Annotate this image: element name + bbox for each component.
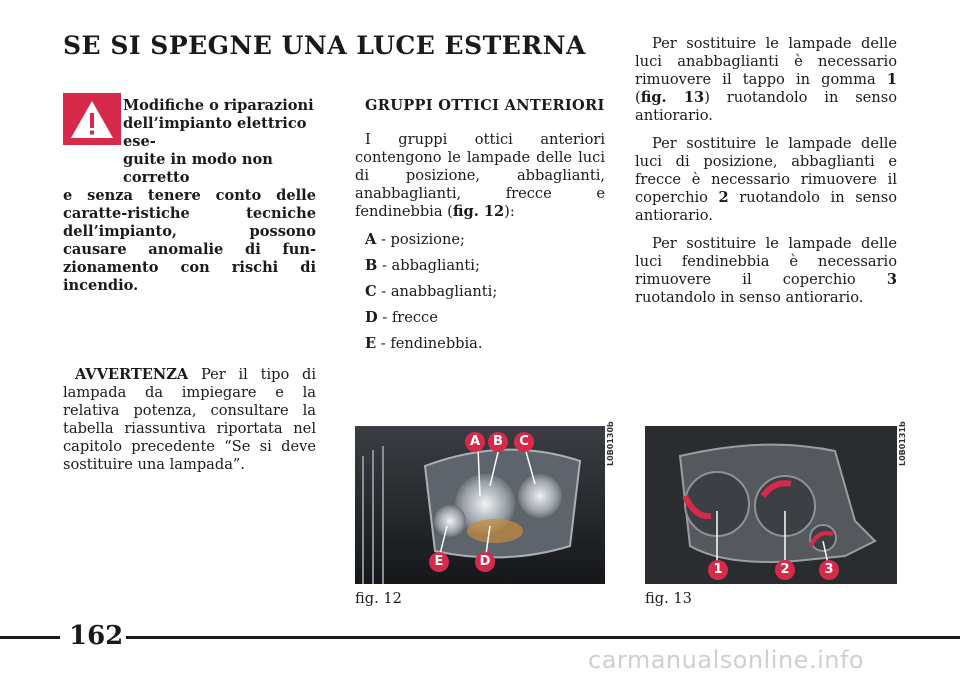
label-a: A <box>465 432 485 452</box>
p2-num: 2 <box>718 189 729 206</box>
avvertenza-text: Per il tipo di lampada da impiegare e la relativa potenza, consultare la tabella riassuntiva riportata nel capitolo precedente “Se si deve sostituire una lampada”. <box>63 366 317 473</box>
p2-end: ruotandolo in senso antiorario. <box>635 189 897 224</box>
item-text: - anabbaglianti; <box>376 283 498 300</box>
label-2: 2 <box>775 560 795 580</box>
right-column <box>635 35 897 317</box>
footer-rule-right <box>126 636 960 639</box>
page-number: 162 <box>69 621 124 651</box>
figure-12-headlamp <box>355 426 605 584</box>
warning-line-1: Modifiche o riparazioni <box>123 97 314 114</box>
p1-end: ) ruotandolo in senso antiorario. <box>635 89 897 124</box>
p1-num: 1 <box>886 71 897 88</box>
label-c: C <box>514 432 534 452</box>
figure-caption-12: fig. 12 <box>355 590 402 607</box>
watermark: carmanualsonline.info <box>588 646 865 674</box>
item-text: - fendinebbia. <box>376 335 483 352</box>
figure-code-12: L0B0130b <box>606 421 615 466</box>
list-item <box>365 283 605 301</box>
intro-paragraph <box>355 131 605 221</box>
label-3: 3 <box>819 560 839 580</box>
item-key: B <box>365 257 378 274</box>
footer-rule-left <box>0 636 60 639</box>
p3-num: 3 <box>886 271 897 288</box>
figure-code-13: L0B0131b <box>898 421 907 466</box>
item-text: - posizione; <box>376 231 465 248</box>
label-1: 1 <box>708 560 728 580</box>
warning-line-2: dell’impianto elettrico ese- <box>123 115 307 150</box>
list-item <box>365 309 605 327</box>
intro-text: I gruppi ottici anteriori contengono le lampade delle luci di posizione, abbaglianti, anabbaglianti, frecce e fendinebbia ( <box>355 131 605 220</box>
warning-rest: e senza tenere conto delle caratte-ristiche tecniche dell’impianto, possono causare anomalie di fun-zionamento con rischi di incendio. <box>63 187 316 294</box>
item-key: D <box>365 309 378 326</box>
section-heading: GRUPPI OTTICI ANTERIORI <box>365 97 605 114</box>
paragraph-1 <box>635 35 897 125</box>
p1-paren: ( <box>635 89 641 106</box>
figure-caption-13: fig. 13 <box>645 590 692 607</box>
item-text: - frecce <box>377 309 438 326</box>
intro-end: ): <box>504 203 515 220</box>
page-title: SE SI SPEGNE UNA LUCE ESTERNA <box>63 31 586 60</box>
paragraph-3 <box>635 235 897 307</box>
headlamp-rear-illustration <box>645 426 897 584</box>
item-key: C <box>365 283 377 300</box>
label-b: B <box>488 432 508 452</box>
figure-13-headlamp-rear <box>645 426 897 584</box>
p2-text: Per sostituire le lampade delle luci di posizione, abbaglianti e frecce è necessario rimuovere il coperchio <box>635 135 897 206</box>
avvertenza-label: AVVERTENZA <box>75 366 189 383</box>
paragraph-2 <box>635 135 897 225</box>
p3-end: ruotandolo in senso antiorario. <box>635 289 864 306</box>
list-item <box>365 335 605 353</box>
item-key: A <box>365 231 377 248</box>
item-text: - abbaglianti; <box>377 257 480 274</box>
p3-text: Per sostituire le lampade delle luci fendinebbia è necessario rimuovere il coperchio <box>635 235 897 288</box>
label-d: D <box>475 552 495 572</box>
warning-text <box>63 97 316 295</box>
p1-text: Per sostituire le lampade delle luci anabbaglianti è necessario rimuovere il tappo in gomma <box>635 35 897 88</box>
list-item <box>365 231 605 249</box>
item-key: E <box>365 335 377 352</box>
fig-ref-13: fig. 13 <box>640 89 705 106</box>
middle-column <box>355 97 605 361</box>
label-e: E <box>429 552 449 572</box>
warning-line-3: guite in modo non corretto <box>123 151 273 186</box>
fig-ref-12: fig. 12 <box>452 203 505 220</box>
list-item <box>365 257 605 275</box>
avvertenza-note <box>63 366 316 474</box>
